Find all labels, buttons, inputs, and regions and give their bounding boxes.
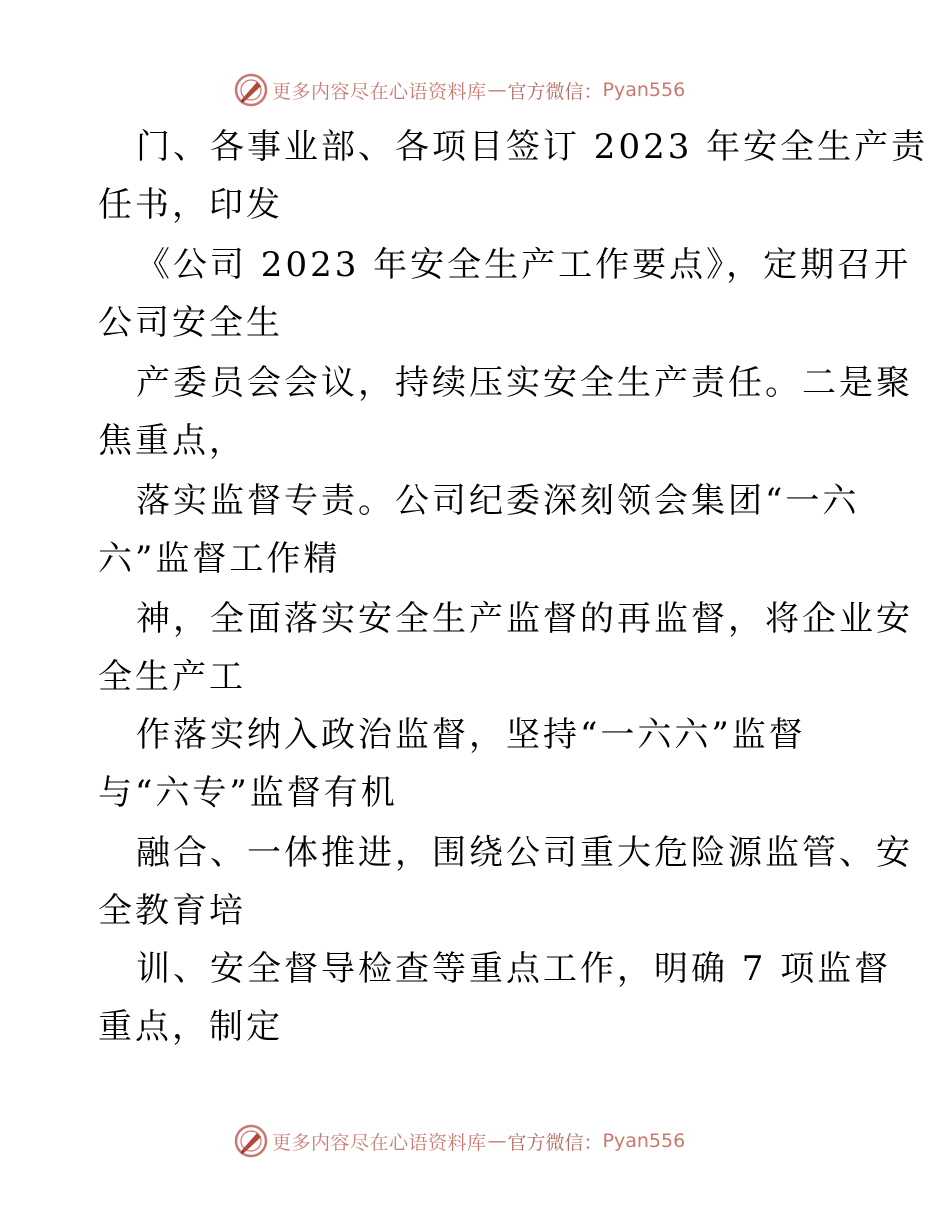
text-line: 产委员会会议，持续压实安全生产责任。二是聚	[136, 363, 913, 403]
pen-logo-icon	[233, 1123, 269, 1159]
watermark-dash: —	[487, 1130, 507, 1152]
text-line: 神，全面落实安全生产监督的再监督，将企业安	[136, 599, 913, 639]
text-line: 任书，印发	[98, 185, 283, 225]
text-line: 与“六专”监督有机	[98, 773, 398, 813]
watermark-wechat-id: Pyan556	[602, 1130, 686, 1152]
text-line: 公司安全生	[98, 303, 283, 343]
text-line: 门、各事业部、各项目签订 2023 年安全生产责	[136, 127, 929, 167]
watermark-text: 更多内容尽在心语资料库	[272, 1131, 487, 1154]
footer-watermark	[233, 1121, 685, 1161]
text-line: 训、安全督导检查等重点工作，明确 7 项监督	[136, 949, 892, 989]
text-line: 落实监督专责。公司纪委深刻领会集团“一六	[136, 481, 860, 521]
text-line: 全教育培	[98, 891, 246, 931]
text-line: 重点，制定	[98, 1007, 283, 1047]
text-line: 融合、一体推进，围绕公司重大危险源监管、安	[136, 833, 913, 873]
text-line: 六”监督工作精	[98, 539, 341, 579]
text-line: 焦重点，	[98, 421, 246, 461]
text-line: 《公司 2023 年安全生产工作要点》，定期召开	[136, 245, 912, 285]
watermark-text: 更多内容尽在心语资料库	[272, 80, 487, 103]
pen-logo-icon	[233, 72, 269, 108]
text-line: 作落实纳入政治监督，坚持“一六六”监督	[136, 715, 806, 755]
watermark-dash: —	[487, 79, 507, 101]
watermark-label: 官方微信：	[507, 1131, 603, 1154]
text-line: 全生产工	[98, 657, 246, 697]
header-watermark	[233, 70, 685, 110]
watermark-label: 官方微信：	[507, 80, 603, 103]
watermark-wechat-id: Pyan556	[602, 79, 686, 101]
